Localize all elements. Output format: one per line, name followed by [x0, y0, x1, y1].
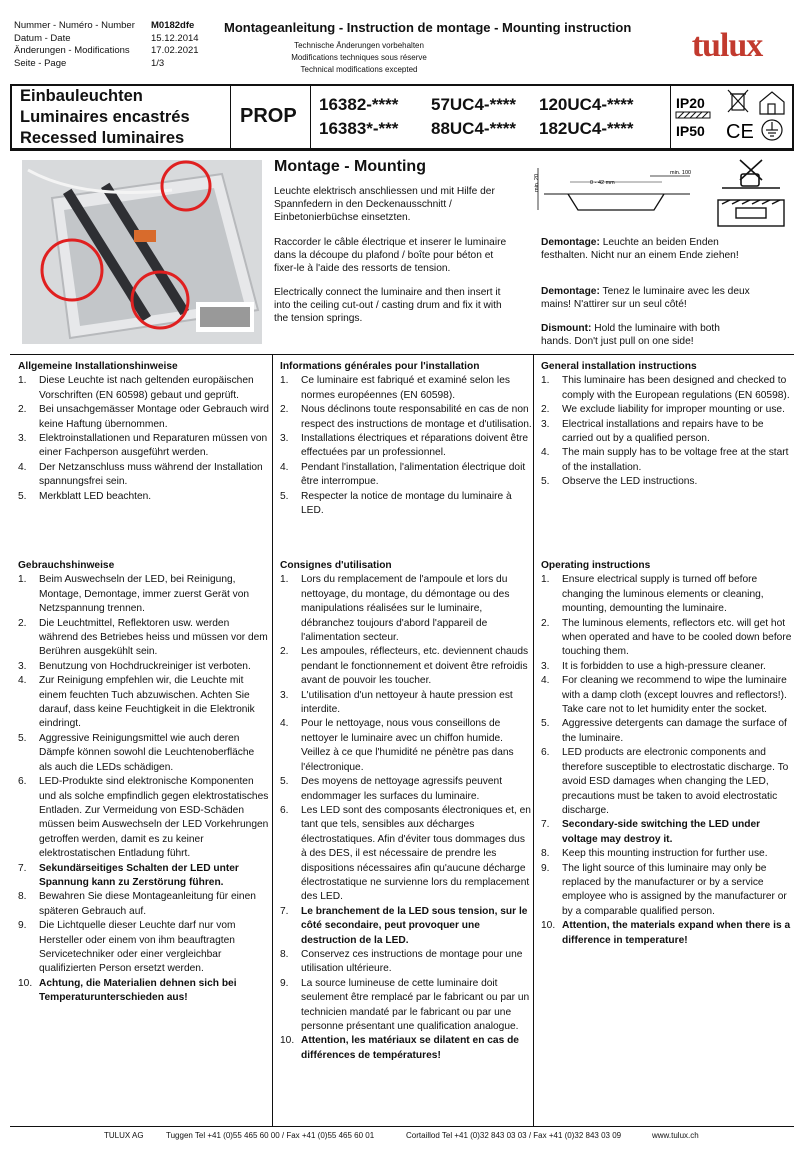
list-item [18, 919, 270, 977]
product-names [20, 86, 190, 149]
meta-label: Nummer - Numéro - Number [14, 20, 135, 31]
list-item [541, 374, 793, 403]
diagram-label-mid: 0 - 42 mm [590, 180, 615, 186]
item-number: 1. [280, 375, 289, 387]
item-text: Elektroinstallationen und Reparaturen müssen von einer Fachperson ausgeführt werden. [39, 433, 268, 459]
item-text: It is forbidden to use a high-pressure cleaner. [562, 660, 766, 672]
list-item [18, 374, 270, 403]
list-item [541, 746, 793, 818]
item-number: 4. [541, 675, 550, 687]
item-number: 5. [280, 490, 289, 502]
item-number: 10. [280, 1035, 295, 1047]
item-number: 9. [541, 862, 550, 874]
tulux-logo [672, 22, 782, 68]
item-number: 6. [18, 776, 27, 788]
list-item [18, 890, 270, 919]
item-number: 1. [18, 574, 27, 586]
dismount-text: Hold the luminaire with both hands. Don't just pull on one side! [541, 323, 720, 347]
item-number: 7. [280, 905, 289, 917]
warning-icons [716, 156, 786, 228]
item-text: Electrical installations and repairs have to be carried out by a qualified person. [562, 418, 764, 445]
item-text: The luminous elements, reflectors etc. will get hot when operated and have to be cooled down before touching them. [562, 617, 792, 658]
meta-label: Änderungen - Modifications [14, 45, 130, 57]
item-number: 8. [280, 948, 289, 960]
list-item [18, 617, 270, 660]
list-item [280, 461, 532, 490]
instruction-list [280, 573, 532, 1063]
instruction-list [541, 573, 793, 948]
footer-tuggen: Tuggen Tel +41 (0)55 465 60 00 / Fax +41 (0)55 465 60 01 [166, 1131, 375, 1140]
item-text: Pour le nettoyage, nous vous conseillons de nettoyer le luminaire avec un chiffon humide. Veillez à ce que l'humidité ne pénètre pas dans l'électronique. [301, 718, 514, 773]
list-item [541, 674, 793, 717]
product-code: 16382-**** [319, 95, 399, 114]
footer-company: TULUX AG [104, 1131, 144, 1140]
item-text: Die Lichtquelle dieser Leuchte darf nur vom Hersteller oder einem von ihm beauftragten Servicetechniker oder einer vergleichbar qualifizierten Person ersetzt werden. [39, 920, 236, 975]
list-item [541, 418, 793, 447]
item-number: 6. [280, 804, 289, 816]
list-item [280, 905, 532, 948]
list-item [541, 919, 793, 948]
list-item [280, 977, 532, 1035]
list-item [18, 674, 270, 732]
column-de [18, 360, 270, 1006]
section-spacer [280, 518, 532, 559]
subtitle-line: Technische Änderungen vorbehalten [294, 41, 424, 50]
item-number: 3. [18, 433, 27, 445]
list-item [541, 818, 793, 847]
item-number: 3. [541, 660, 550, 672]
list-item [541, 403, 793, 417]
ratings-icons [672, 88, 790, 146]
meta-value: 15.12.2014 [151, 32, 199, 44]
product-codes [319, 93, 634, 141]
list-item [18, 461, 270, 490]
section-heading: Operating instructions [541, 560, 651, 571]
list-item [280, 717, 532, 775]
item-text: Pendant l'installation, l'alimentation électrique doit être interrompue. [301, 461, 526, 488]
item-number: 7. [541, 819, 550, 831]
item-number: 4. [541, 447, 550, 459]
instruction-list [541, 374, 793, 489]
item-number: 3. [18, 660, 27, 672]
item-number: 2. [280, 404, 289, 416]
dismount-label: Demontage: [541, 286, 600, 297]
list-item [541, 660, 793, 674]
mounting-text-en: Electrically connect the luminaire and then insert it into the ceiling cut-out / casting drum and fix it with the tension springs. [274, 287, 502, 324]
product-name: Luminaires encastrés [20, 108, 190, 126]
meta-value: 1/3 [151, 57, 165, 69]
list-item [280, 775, 532, 804]
no-cover-icon [722, 160, 780, 188]
item-text: Aggressive Reinigungsmittel wie auch deren Dämpfe können sowohl die Leuchtenoberfläche als auch die LEDs schädigen. [39, 732, 255, 773]
item-number: 4. [18, 675, 27, 687]
item-number: 5. [18, 732, 27, 744]
item-number: 5. [280, 776, 289, 788]
ce-mark-icon: CE [726, 121, 754, 143]
footer-cortaillod: Cortaillod Tel +41 (0)32 843 03 03 / Fax +41 (0)32 843 03 09 [406, 1131, 622, 1140]
item-text: Benutzung von Hochdruckreiniger ist verboten. [39, 660, 251, 672]
ip20-label: IP20 [676, 95, 705, 111]
list-item [280, 403, 532, 432]
item-text: Observe the LED instructions. [562, 476, 698, 488]
list-item [18, 862, 270, 891]
diagram-label-left: min. 20 [534, 173, 540, 192]
mounting-text-fr: Raccorder le câble électrique et inserer le luminaire dans la découpe du plafond / boîte pour béton et fixer-le à l'aide des ressorts de tension. [274, 237, 507, 274]
item-text: Keep this mounting instruction for further use. [562, 848, 768, 860]
item-text: Ensure electrical supply is turned off before changing the luminous elements or cleaning, mounting, demounting the luminaire. [562, 574, 764, 615]
dismount-de [541, 236, 759, 262]
item-number: 4. [280, 461, 289, 473]
column-fr [280, 360, 532, 1063]
dismount-text: Leuchte an beiden Enden festhalten. Nicht nur an einem Ende ziehen! [541, 237, 739, 261]
mounting-diagram [530, 164, 700, 222]
product-code: 16383*-*** [319, 119, 399, 138]
item-text: This luminaire has been designed and checked to comply with the European regulations (EN 60598). [562, 375, 790, 401]
list-item [18, 432, 270, 461]
hatch-bar-icon [676, 112, 710, 118]
product-code: 120UC4-**** [539, 95, 634, 114]
item-text: Les ampoules, réflecteurs, etc. deviennent chauds pendant le fonctionnement et doivent être refroidis avant de pouvoir les toucher. [301, 646, 529, 687]
subtitle-line: Modifications techniques sous réserve [291, 53, 427, 62]
item-number: 2. [541, 617, 550, 629]
item-text: LED-Produkte sind elektronische Komponenten und als solche empfindlich gegen elektrostatisches Entladen. Zur Vermeidung von ESD-Schäden müssen beim Auswechseln der LED Vorkehrungen getroffen werden, damit es zu keiner elektrostatischen Entladung führt. [39, 776, 269, 860]
item-text: La source lumineuse de cette luminaire doit seulement être remplacé par le fabricant ou par un technicien mandaté par le fabricant ou par une personne présentant une qualification analogue. [301, 977, 530, 1032]
item-text: Sekundärseitiges Schalten der LED unter Spannung kann zu Zerstörung führen. [39, 862, 239, 888]
section-heading: General installation instructions [541, 361, 697, 372]
item-number: 5. [541, 476, 550, 488]
item-text: For cleaning we recommend to wipe the luminaire with a damp cloth (except louvres and reflectors!). Take care not to let humidity enter the socket. [562, 675, 787, 716]
section-spacer [541, 490, 793, 559]
list-item [18, 573, 270, 616]
item-text: Aggressive detergents can damage the surface of the luminaire. [562, 718, 787, 744]
logo-text: tulux [691, 27, 763, 64]
item-number: 10. [18, 977, 33, 989]
item-text: Le branchement de la LED sous tension, sur le côté secondaire, peut provoquer une destruction de la LED. [301, 905, 528, 946]
item-number: 2. [18, 404, 27, 416]
item-number: 5. [541, 718, 550, 730]
list-item [18, 660, 270, 674]
list-item [541, 717, 793, 746]
product-code: 88UC4-**** [431, 119, 517, 138]
list-item [541, 475, 793, 489]
house-icon [760, 92, 784, 114]
dismount-label: Dismount: [541, 323, 592, 334]
list-item [541, 862, 793, 920]
item-number: 2. [18, 617, 27, 629]
list-item [18, 490, 270, 504]
item-text: Achtung, die Materialien dehnen sich bei Temperaturunterschieden aus! [39, 977, 237, 1004]
item-text: Die Leuchtmittel, Reflektoren usw. werden während des Betriebes heiss und müssen vor dem Berühren ausgekühlt sein. [39, 617, 268, 658]
dismount-label: Demontage: [541, 237, 600, 248]
item-number: 1. [280, 574, 289, 586]
list-item [18, 775, 270, 861]
item-text: L'utilisation d'un nettoyeur à haute pression est interdite. [301, 689, 513, 716]
column-divider [272, 355, 273, 1126]
list-item [541, 446, 793, 475]
dismount-fr [541, 285, 751, 311]
section-heading: Allgemeine Installationshinweise [18, 361, 178, 372]
earth-icon [762, 120, 782, 140]
list-item [541, 847, 793, 861]
item-number: 4. [18, 461, 27, 473]
section-heading: Informations générales pour l'installation [280, 361, 480, 372]
item-text: Respecter la notice de montage du luminaire à LED. [301, 490, 512, 517]
column-divider [533, 355, 534, 1126]
instruction-list [280, 374, 532, 518]
item-number: 3. [280, 689, 289, 701]
item-text: Nous déclinons toute responsabilité en cas de non respect des instructions de montage et d'utilisation. [301, 404, 532, 430]
item-number: 3. [541, 418, 550, 430]
list-item [18, 403, 270, 432]
item-number: 6. [541, 747, 550, 759]
item-number: 10. [541, 920, 556, 932]
item-number: 1. [18, 375, 27, 387]
item-number: 3. [280, 433, 289, 445]
item-text: Attention, the materials expand when there is a difference in temperature! [562, 920, 791, 946]
item-number: 8. [541, 848, 550, 860]
subtitle-line: Technical modifications excepted [300, 65, 418, 74]
item-text: Des moyens de nettoyage agressifs peuvent endommager les surfaces du luminaire. [301, 776, 503, 802]
list-item [280, 432, 532, 461]
item-number: 7. [18, 862, 27, 874]
item-text: The main supply has to be voltage free at the start of the installation. [562, 447, 789, 473]
item-number: 4. [280, 718, 289, 730]
list-item [280, 804, 532, 905]
dismount-text: Tenez le luminaire avec les deux mains! N'attirer sur un seul côté! [541, 286, 750, 310]
item-text: Ce luminaire est fabriqué et examiné selon les normes européennes (EN 60598). [301, 375, 510, 401]
list-item [280, 1034, 532, 1063]
document-subtitle [224, 40, 494, 76]
product-name: Einbauleuchten [20, 87, 143, 105]
item-text: Lors du remplacement de l'ampoule et lors du nettoyage, du montage, du démontage ou des manipulations réalisées sur le luminaire, débranchez toujours d'abord l'appareil de l'alimentation secteur. [301, 574, 510, 644]
list-item [280, 948, 532, 977]
footer-web[interactable]: www.tulux.ch [652, 1131, 699, 1140]
section-heading: Gebrauchshinweise [18, 560, 115, 571]
item-number: 2. [280, 646, 289, 658]
meta-label: Datum - Date [14, 32, 71, 44]
meta-value: M0182dfe [151, 20, 195, 31]
product-code: 57UC4-**** [431, 95, 517, 114]
item-text: Les LED sont des composants électroniques et, en tant que tels, sensibles aux décharges électrostatiques. Afin d'éviter tous dommages dus à des DES, il est nécessaire de prendre les dispositions nécessaires afin qu'aucune décharge électrostatique ne survienne lors du remplacement des LED. [301, 804, 531, 903]
item-text: Bewahren Sie diese Montageanleitung für einen späteren Gebrauch auf. [39, 891, 256, 917]
instruction-list [18, 374, 270, 504]
item-number: 9. [18, 920, 27, 932]
item-text: Merkblatt LED beachten. [39, 490, 152, 502]
list-item [280, 689, 532, 718]
list-item [18, 977, 270, 1006]
item-number: 5. [18, 490, 27, 502]
item-number: 1. [541, 574, 550, 586]
item-text: Diese Leuchte ist nach geltenden europäischen Vorschriften (EN 60598) gebaut und geprüft. [39, 375, 254, 401]
product-code: 182UC4-**** [539, 119, 634, 138]
item-text: Attention, les matériaux se dilatent en cas de différences de températures! [301, 1035, 519, 1061]
list-item [280, 374, 532, 403]
list-item [280, 573, 532, 645]
meta-value: 17.02.2021 [151, 45, 199, 57]
diagram-label-right: min. 100 [670, 170, 692, 176]
item-text: Beim Auswechseln der LED, bei Reinigung, Montage, Demontage, immer zuerst Gerät von Netzspannung trennen. [39, 574, 250, 615]
item-text: The light source of this luminaire may only be replaced by the manufacturer or by a service employee who is assigned by the manufacturer or by a comparable qualified person. [562, 862, 787, 917]
item-text: Bei unsachgemässer Montage oder Gebrauch wird keine Haftung übernommen. [39, 404, 269, 430]
mounting-text-de: Leuchte elektrisch anschliessen und mit Hilfe der Spannfedern in den Deckenausschnitt / Einbetonierbüchse einsetzten. [274, 186, 495, 223]
item-text: Conservez ces instructions de montage pour une utilisation ultérieure. [301, 948, 523, 975]
column-en [541, 360, 793, 948]
item-number: 8. [18, 891, 27, 903]
item-text: We exclude liability for improper mounting or use. [562, 404, 785, 416]
list-item [541, 573, 793, 616]
product-name: Recessed luminaires [20, 129, 185, 147]
weee-bin-icon [728, 90, 748, 112]
list-item [280, 645, 532, 688]
product-series: PROP [240, 105, 297, 127]
luminaire-photo [22, 160, 262, 344]
instruction-list [18, 573, 270, 1005]
meta-label: Seite - Page [14, 57, 67, 69]
list-item [280, 490, 532, 519]
section-spacer [18, 504, 270, 559]
item-text: Installations électriques et réparations doivent être effectuées par un professionnel. [301, 433, 529, 459]
item-number: 1. [541, 375, 550, 387]
dismount-en [541, 322, 751, 348]
item-text: Der Netzanschluss muss während der Installation spannungsfrei sein. [39, 461, 263, 488]
item-number: 9. [280, 977, 289, 989]
item-text: Zur Reinigung empfehlen wir, die Leuchte mit einem feuchten Tuch abzuwischen. Achten Sie darauf, dass keine Feuchtigkeit in die Elektronik eindringt. [39, 675, 255, 730]
ceiling-install-icon [718, 200, 784, 226]
item-text: Secondary-side switching the LED under voltage may destroy it. [562, 819, 761, 845]
document-meta [14, 20, 199, 70]
document-title: Montageanleitung - Instruction de montage - Mounting instruction [224, 20, 632, 35]
item-text: LED products are electronic components and therefore susceptible to electrostatic discharge. To avoid ESD damages when changing the LED, precautions must be taken to avoid electrostatic discharge. [562, 747, 789, 816]
item-number: 2. [541, 404, 550, 416]
list-item [18, 732, 270, 775]
ip50-label: IP50 [676, 123, 705, 139]
section-heading: Consignes d'utilisation [280, 560, 392, 571]
mounting-title: Montage - Mounting [274, 158, 426, 175]
list-item [541, 617, 793, 660]
